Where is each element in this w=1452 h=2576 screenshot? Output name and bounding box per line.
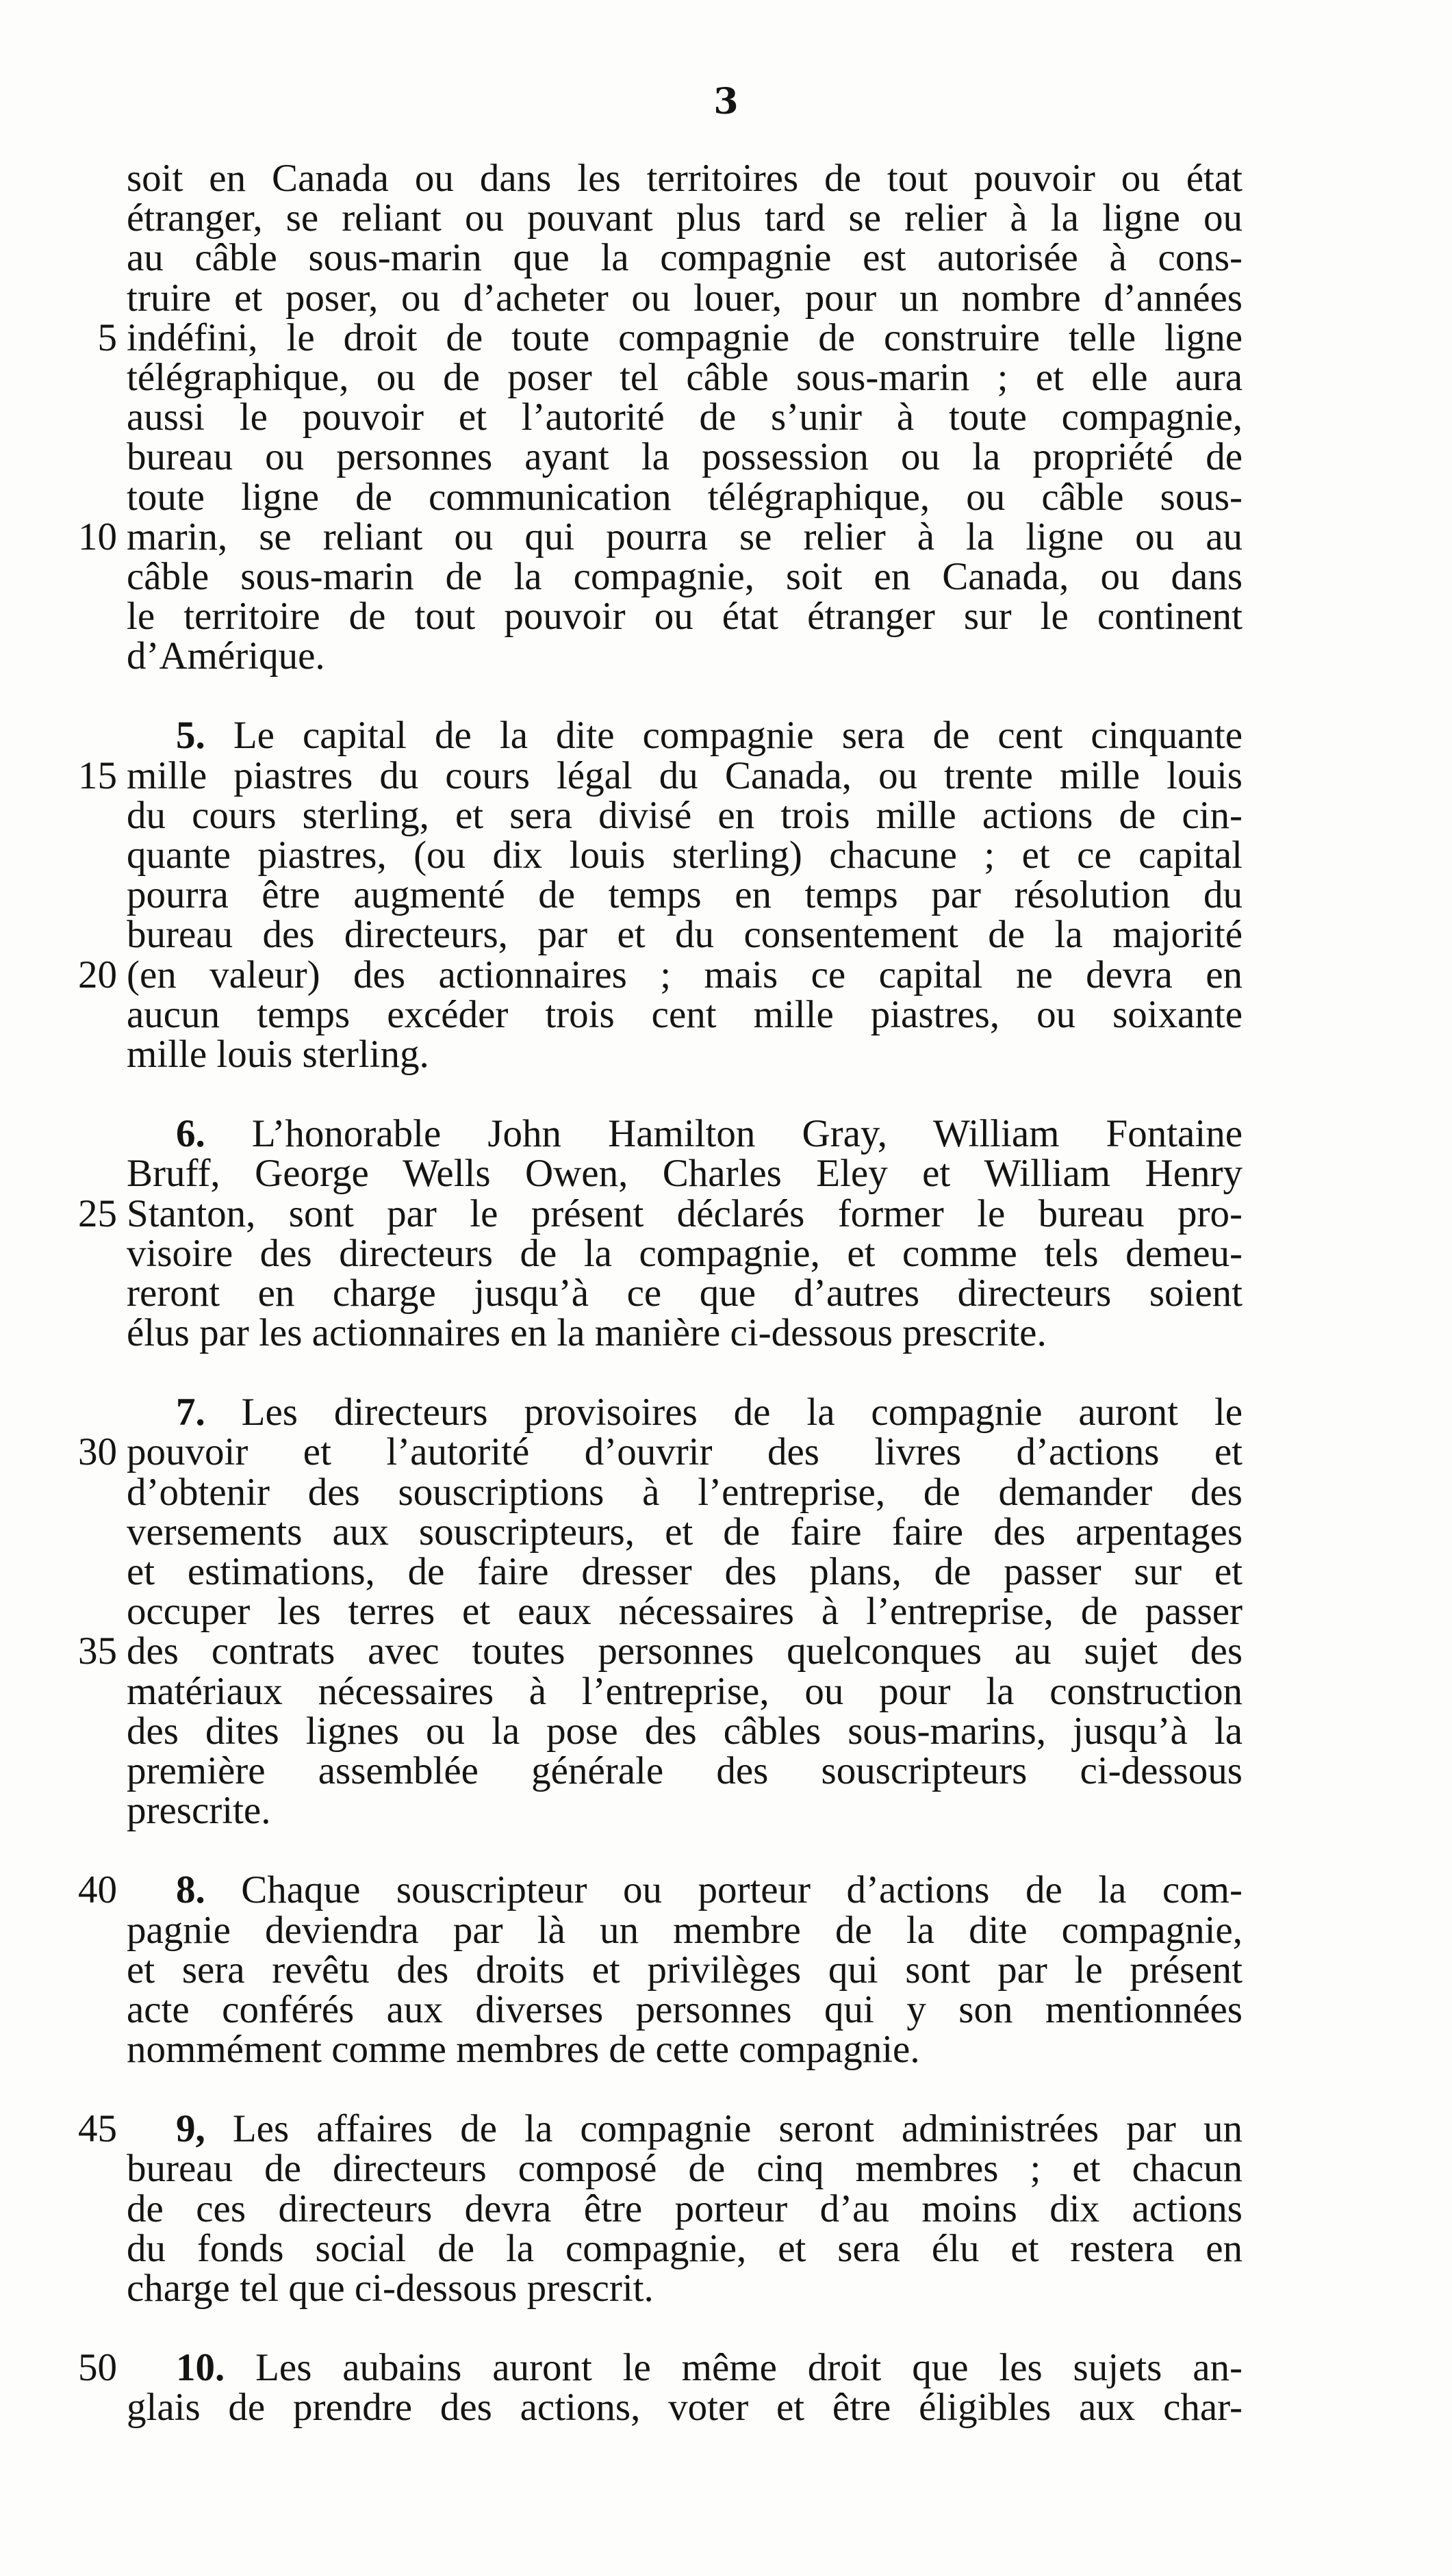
line-text: pagnie deviendra par là un membre de la dite compagnie, bbox=[127, 1908, 1243, 1952]
line-text: d’Amérique. bbox=[127, 634, 325, 678]
line-number: 40 bbox=[78, 1868, 117, 1912]
text-line bbox=[127, 238, 1243, 278]
text-line bbox=[127, 1950, 1243, 1990]
line-text: soit en Canada ou dans les territoires de tout pouvoir ou état bbox=[127, 157, 1243, 200]
line-text: d’obtenir des souscriptions à l’entreprise, de demander des bbox=[127, 1470, 1243, 1514]
line-text: matériaux nécessaires à l’entreprise, ou pour la construction bbox=[127, 1669, 1243, 1713]
text-line bbox=[78, 1430, 1243, 1474]
paragraph bbox=[78, 157, 1243, 678]
text-line bbox=[78, 1630, 1243, 1673]
line-text: Les directeurs provisoires de la compagnie auront le bbox=[241, 1391, 1243, 1434]
text-line bbox=[127, 1908, 1243, 1952]
text-line bbox=[127, 2030, 1243, 2070]
paragraph bbox=[78, 2346, 1243, 2430]
line-number: 15 bbox=[78, 754, 117, 797]
text-line bbox=[127, 1791, 1243, 1831]
text-line bbox=[127, 276, 1243, 320]
text-line bbox=[78, 515, 1243, 558]
text-line bbox=[78, 754, 1243, 797]
line-text: Le capital de la dite compagnie sera de cent cinquante bbox=[233, 714, 1243, 758]
text-line bbox=[127, 992, 1243, 1036]
line-text: marin, se reliant ou qui pourra se relier à la ligne ou au bbox=[127, 515, 1243, 558]
text-line bbox=[127, 915, 1243, 955]
paragraph bbox=[78, 1112, 1243, 1355]
body-text bbox=[78, 157, 1243, 2430]
paragraph bbox=[78, 1868, 1243, 2072]
text-line bbox=[78, 1192, 1243, 1235]
line-text: Bruff, George Wells Owen, Charles Eley et William Henry bbox=[127, 1152, 1243, 1196]
line-text: mille piastres du cours légal du Canada, ou trente mille louis bbox=[127, 754, 1243, 797]
text-line bbox=[127, 475, 1243, 519]
line-text: charge tel que ci-dessous prescrit. bbox=[127, 2267, 654, 2310]
line-text: Stanton, sont par le présent déclarés former le bureau pro- bbox=[127, 1192, 1243, 1235]
line-text: étranger, se reliant ou pouvant plus tard se relier à la ligne ou bbox=[127, 196, 1243, 240]
text-line bbox=[127, 1231, 1243, 1275]
text-line bbox=[127, 1032, 1243, 1076]
line-text: aucun temps excéder trois cent mille piastres, ou soixante bbox=[127, 992, 1243, 1036]
line-text: prescrite. bbox=[127, 1789, 271, 1833]
line-number: 10 bbox=[78, 515, 117, 558]
section-number: 7. bbox=[176, 1391, 205, 1434]
text-line bbox=[127, 1313, 1243, 1353]
section-number: 8. bbox=[176, 1868, 205, 1912]
line-text: du cours sterling, et sera divisé en trois mille actions de cin- bbox=[127, 793, 1243, 837]
line-text: et sera revêtu des droits et privilèges qui sont par le présent bbox=[127, 1948, 1243, 1992]
text-line bbox=[78, 1868, 1243, 1912]
line-text: nommément comme membres de cette compagnie. bbox=[127, 2028, 920, 2072]
text-line bbox=[127, 198, 1243, 238]
section-number: 5. bbox=[176, 714, 205, 758]
text-line bbox=[78, 2346, 1243, 2390]
text-line bbox=[78, 953, 1243, 996]
line-text: Les aubains auront le même droit que les sujets an- bbox=[255, 2346, 1243, 2390]
text-line bbox=[127, 1154, 1243, 1194]
text-line bbox=[127, 437, 1243, 477]
line-number: 20 bbox=[78, 953, 117, 996]
page-number: 3 bbox=[713, 81, 739, 123]
line-text: versements aux souscripteurs, et de faire faire des arpentages bbox=[127, 1510, 1243, 1554]
line-text: au câble sous-marin que la compagnie est autorisée à cons- bbox=[127, 236, 1243, 280]
line-text: câble sous-marin de la compagnie, soit en Canada, ou dans bbox=[127, 554, 1243, 598]
line-text: occuper les terres et eaux nécessaires à l’entreprise, de passer bbox=[127, 1590, 1243, 1634]
text-line bbox=[127, 2226, 1243, 2270]
text-line bbox=[127, 1592, 1243, 1632]
line-number: 50 bbox=[78, 2346, 117, 2390]
text-line bbox=[127, 1709, 1243, 1753]
line-text: des contrats avec toutes personnes quelconques au sujet des bbox=[127, 1630, 1243, 1673]
line-text: et estimations, de faire dresser des plans, de passer sur et bbox=[127, 1550, 1243, 1593]
text-line bbox=[97, 315, 1243, 359]
text-line bbox=[127, 793, 1243, 837]
text-line bbox=[127, 1751, 1243, 1791]
line-text: toute ligne de communication télégraphique, ou câble sous- bbox=[127, 475, 1243, 519]
text-line bbox=[127, 1987, 1243, 2031]
line-text: bureau ou personnes ayant la possession ou la propriété de bbox=[127, 435, 1243, 479]
section-number: 6. bbox=[176, 1112, 205, 1156]
paragraph bbox=[78, 714, 1243, 1076]
line-text: glais de prendre des actions, voter et être éligibles aux char- bbox=[127, 2386, 1243, 2430]
text-line bbox=[127, 1669, 1243, 1713]
line-text: quante piastres, (ou dix louis sterling) chacune ; et ce capital bbox=[127, 834, 1243, 877]
line-text: L’honorable John Hamilton Gray, William Fontaine bbox=[251, 1112, 1243, 1156]
line-number: 35 bbox=[78, 1630, 117, 1673]
line-text: visoire des directeurs de la compagnie, et comme tels demeu- bbox=[127, 1231, 1243, 1275]
text-line bbox=[127, 1114, 1243, 1154]
text-line bbox=[127, 1271, 1243, 1315]
line-text: de ces directeurs devra être porteur d’au moins dix actions bbox=[127, 2187, 1243, 2230]
line-text: première assemblée générale des souscripteurs ci-dessous bbox=[127, 1749, 1243, 1792]
line-text: (en valeur) des actionnaires ; mais ce capital ne devra en bbox=[127, 953, 1243, 996]
line-text: reront en charge jusqu’à ce que d’autres directeurs soient bbox=[127, 1271, 1243, 1315]
line-text: pourra être augmenté de temps en temps par résolution du bbox=[127, 873, 1243, 917]
text-line bbox=[127, 1470, 1243, 1514]
text-line bbox=[127, 716, 1243, 756]
text-line bbox=[127, 2149, 1243, 2189]
text-line bbox=[127, 355, 1243, 399]
line-text: truire et poser, ou d’acheter ou louer, pour un nombre d’années bbox=[127, 276, 1243, 320]
text-line bbox=[78, 2107, 1243, 2151]
text-line bbox=[127, 1552, 1243, 1592]
section-number: 9, bbox=[176, 2107, 205, 2151]
line-number: 25 bbox=[78, 1192, 117, 1235]
text-line bbox=[127, 636, 1243, 676]
line-number: 45 bbox=[78, 2107, 117, 2151]
line-text: des dites lignes ou la pose des câbles sous-marins, jusqu’à la bbox=[127, 1709, 1243, 1753]
text-line bbox=[127, 398, 1243, 437]
line-text: pouvoir et l’autorité d’ouvrir des livres d’actions et bbox=[127, 1430, 1243, 1474]
text-line bbox=[127, 2386, 1243, 2430]
text-line bbox=[127, 554, 1243, 598]
text-line bbox=[127, 875, 1243, 915]
line-text: le territoire de tout pouvoir ou état étranger sur le continent bbox=[127, 595, 1243, 639]
paragraph bbox=[78, 2107, 1243, 2310]
text-line bbox=[127, 1393, 1243, 1432]
line-text: bureau de directeurs composé de cinq membres ; et chacun bbox=[127, 2147, 1243, 2191]
line-text: bureau des directeurs, par et du consentement de la majorité bbox=[127, 913, 1243, 957]
text-line bbox=[127, 2189, 1243, 2229]
line-number: 30 bbox=[78, 1430, 117, 1474]
line-text: mille louis sterling. bbox=[127, 1032, 429, 1076]
line-text: du fonds social de la compagnie, et sera élu et restera en bbox=[127, 2226, 1243, 2270]
line-text: indéfini, le droit de toute compagnie de construire telle ligne bbox=[127, 315, 1243, 359]
text-line bbox=[127, 2269, 1243, 2308]
line-text: Les affaires de la compagnie seront administrées par un bbox=[232, 2107, 1243, 2151]
line-text: élus par les actionnaires en la manière ci-dessous prescrite. bbox=[127, 1311, 1047, 1355]
text-line bbox=[127, 159, 1243, 198]
line-number: 5 bbox=[97, 315, 117, 359]
section-number: 10. bbox=[176, 2346, 225, 2390]
paragraph bbox=[78, 1391, 1243, 1833]
text-line bbox=[127, 1512, 1243, 1552]
line-text: acte conférés aux diverses personnes qui y son mentionnées bbox=[127, 1987, 1243, 2031]
text-line bbox=[127, 595, 1243, 639]
text-line bbox=[127, 836, 1243, 875]
line-text: télégraphique, ou de poser tel câble sous-marin ; et elle aura bbox=[127, 355, 1243, 399]
line-text: aussi le pouvoir et l’autorité de s’unir à toute compagnie, bbox=[127, 396, 1243, 439]
line-text: Chaque souscripteur ou porteur d’actions de la com- bbox=[241, 1868, 1243, 1912]
